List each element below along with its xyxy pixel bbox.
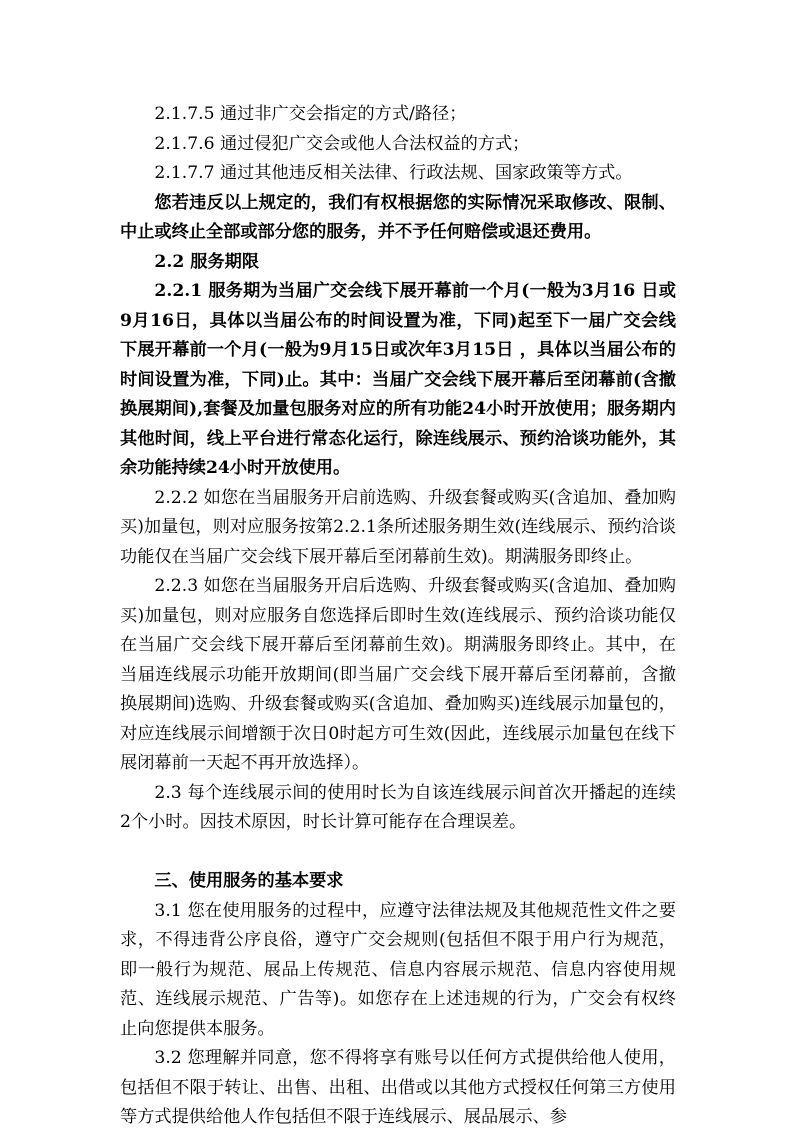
- clause-2-3: 2.3 每个连线展示间的使用时长为自该连线展示间首次开播起的连续2个小时。因技术原因，时长计算可能存在合理误差。: [120, 782, 676, 832]
- clause-3-1: 3.1 您在使用服务的过程中，应遵守法律法规及其他规范性文件之要求，不得违背公序良俗，遵守广交会规则(包括但不限于用户行为规范，即一般行为规范、展品上传规范、信息内容展示规范、信息内容使用规范、连线展示规范、广告等)。如您存在上述违规的行为，广交会有权终止向您提供本服务。: [120, 900, 676, 1039]
- clause-2-1-7-6: 2.1.7.6 通过侵犯广交会或他人合法权益的方式；: [154, 133, 530, 154]
- clause-2-1-7-5: 2.1.7.5 通过非广交会指定的方式/路径；: [154, 104, 467, 124]
- section-3-heading: 三、使用服务的基本要求: [154, 871, 344, 891]
- clause-2-2-2: 2.2.2 如您在当届服务开启前选购、升级套餐或购买(含追加、叠加购买)加量包，则对应服务按第2.2.1条所述服务期生效(连线展示、预约洽谈功能仅在当届广交会线下展开幕后至闭幕前生效)。期满服务即终止。: [120, 487, 676, 567]
- violation-notice: 您若违反以上规定的，我们有权根据您的实际情况采取修改、限制、 中止或终止全部或部分您的服务，并不予任何赔偿或退还费用。: [120, 192, 676, 242]
- clause-3-2: 3.2 您理解并同意，您不得将享有账号以任何方式提供给他人使用，包括但不限于转让、出售、出租、出借或以其他方式授权任何第三方使用等方式提供给他人作包括但不限于连线展示、展品展示、参: [120, 1048, 676, 1127]
- clause-2-2-1: 2.2.1 服务期为当届广交会线下展开幕前一个月(一般为3月16 日或9月16日，具体以当届公布的时间设置为准，下同)起至下一届广交会线下展开幕前一个月(一般为9月15日或次年3月15日 ，具体以当届公布的时间设置为准，下同)止。其中：当届广交会线下展开幕后至闭幕前(含撤换展期间),套餐及加量包服务对应的所有功能24小时开放使用；服务期内其他时间，线上平台进行常态化运行，除连线展示、预约洽谈功能外，其余功能持续24小时开放使用。: [120, 281, 676, 478]
- clause-2-1-7-7: 2.1.7.7 通过其他违反相关法律、行政法规、国家政策等方式。: [154, 163, 633, 183]
- document-page: [120, 100, 676, 1133]
- heading-2-2: 2.2 服务期限: [154, 251, 260, 272]
- clause-2-2-3: 2.2.3 如您在当届服务开启后选购、升级套餐或购买(含追加、叠加购买)加量包，则对应服务自您选择后即时生效(连线展示、预约洽谈功能仅在当届广交会线下展开幕后至闭幕前生效)。期满服务即终止。其中，在当届连线展示功能开放期间(即当届广交会线下展开幕后至闭幕前，含撤换展期间)选购、升级套餐或购买(含追加、叠加购买)连线展示加量包的，对应连线展示间增额于次日0时起方可生效(因此，连线展示加量包在线下展闭幕前一天起不再开放选择）。: [120, 576, 676, 773]
